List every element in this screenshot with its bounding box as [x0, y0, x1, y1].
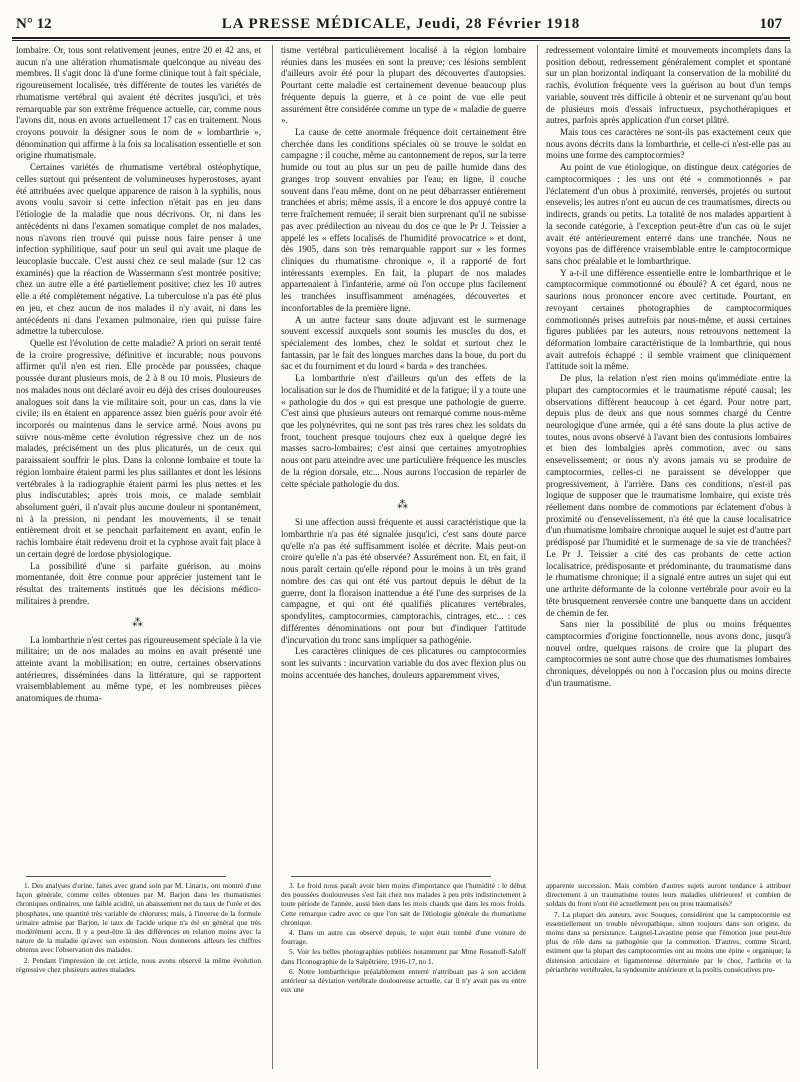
paragraph: Mais tous ces caractères ne sont-ils pas exactement ceux que nous avons décrits dans la lombarthrie, et celle-ci n'est-elle pas au moins une forme des camptocormies? [546, 127, 791, 161]
paragraph: Certaines variétés de rhumatisme vertébral ostéophytique, celles surtout qui présentent de volumineuses hyperostoses, ayant été attribuées avec quelque apparence de raison à la syphilis, nous avons voulu savoir si cette infection n'était pas en jeu dans l'étiologie de la maladie que nous décrivons. Or, ni dans les antécédents ni dans l'examen somatique complet de nos malades, nous n'avons rien trouvé qui puisse nous faire penser à une infection syphilitique, sauf pour un seul qui avait une plaque de leucoplasie buccale. C'est aussi chez ce seul malade (sur 12 cas examinés) que la réaction de Wassermann s'est montrée positive; chez un autre elle a été partiellement positive; chez les 10 autres elle a été complètement négative. La tuberculose n'a pas été plus en jeu, et chez aucun de nos malades il n'y avait, ni dans les antécédents ni dans l'examen pulmonaire, rien qui puisse faire admettre la tuberculose. [16, 162, 261, 337]
page-number: 107 [759, 16, 782, 32]
footnote: apparente succession. Mais combien d'autres sujets auront tendance à attribuer directement à un traumatisme toutes leurs maladies ultérieures! et combien de soldats du front n'ont été actuellement peu ou prou traumatisés? [546, 881, 791, 909]
section-separator-stars: ⁂ [132, 616, 145, 629]
footnotes-column-1 [16, 881, 261, 975]
paragraph: tisme vertébral particulièrement localisé à la région lombaire réunies dans les musées en sont la preuve; ces lésions semblent d'ailleurs avoir été pour la plupart des découvertes d'autopsies. Pourtant cette maladie est certainement devenue beaucoup plus fréquente depuis la guerre, et à ce point de vue elle peut assurément être considérée comme un type de « maladie de guerre ». [281, 45, 526, 126]
paragraph: La lombarthrie n'est d'ailleurs qu'un des effets de la localisation sur le dos de l'humidité et de la fatigue; il y a toute une « pathologie du dos » qui est presque une pathologie de guerre. C'est ainsi que plusieurs auteurs ont remarqué comme nous-même que les polynévrites, qui ne sont pas très rares chez les soldats du front, touchent presque toujours chez eux à quelque degré les masses sacro-lombaires; c'est ainsi que certaines amyotrophies nous ont paru atteindre avec une particulière fréquence les muscles de la région dorsale, etc... Nous aurons l'occasion de reparler de cette spéciale pathologie du dos. [281, 373, 526, 489]
section-separator-stars: ⁂ [397, 499, 410, 512]
paragraph: La lombarthrie n'est certes pas rigoureusement spéciale à la vie militaire; un de nos malades au moins en avait présenté une atteinte avant la mobilisation; en outre, certaines observations antérieures, disséminées dans la littérature, qui se rapportent vraisemblablement au même type, et les nombreuses pièces anatomiques de rhuma- [16, 634, 261, 704]
footnote: 4. Dans un autre cas observé depuis, le sujet était tombé d'une voiture de fourrage. [281, 928, 526, 947]
column-2 [281, 45, 526, 681]
footnote: 3. Le froid nous paraît avoir bien moins d'importance que l'humidité : le début des poussées douloureuses s'est fait chez nos malades à peu près indistinctement à toute période de l'année, aussi bien dans les mois chauds que dans les mois froids. Cette remarque cadre avec ce que l'on sait de l'étiologie générale du rhumatisme chronique. [281, 881, 526, 927]
paragraph: De plus, la relation n'est rien moins qu'immédiate entre la plupart des camptocormies et le traumatisme réputé causal; les observations diffèrent beaucoup à cet égard. Pour notre part, depuis plus de deux ans que nous sommes chargé du Centre neurologique d'une armée, qui a été sans doute la plus active de toutes, nous avons observé à l'avant bien des contusions lombaires et bien des lombalgies après commotion, avec ou sans ensevelissement; or nous n'y avons jamais vu se produire de camptocormies, celles-ci ne paraissent se développer que progressivement, à l'arrière. Dans ces conditions, n'est-il pas logique de supposer que le traumatisme lombaire, qui existe très réellement dans nombre de commotions par éclatement d'obus à proximité ou d'ensevelissement, n'a été que la cause localisatrice d'un rhumatisme lombaire chronique auquel le sujet est d'autre part prédisposé par l'humidité et le surmenage de sa vie de tranchées? Le Pr J. Teissier a cité des cas probants de cette action localisatrice, prédisposante et prédominante, du traumatisme dans le rhumatisme chronique; il a signalé entre autres un sujet qui eut une arthrite déformante de la colonne vertébrale pour avoir eu la tête brusquement renversée contre une banquette dans un accident de chemin de fer. [546, 373, 791, 618]
journal-title: LA PRESSE MÉDICALE, Jeudi, 28 Février 1918 [221, 16, 581, 32]
paragraph: redressement volontaire limité et mouvements incomplets dans la position debout, redressement généralement complet et spontané sur un plan horizontal indiquant la conservation de la mobilité du rachis, évolution fréquente vers la guérison au bout d'un temps variable, souvent très difficile à obtenir et ne survenant qu'au bout de plusieurs mois d'essais infructueux, psychothérapiques et autres, parfois après application d'un corset plâtré. [546, 45, 791, 126]
footnote: 2. Pendant l'impression de cet article, nous avons observé la même évolution régressive chez plusieurs autres malades. [16, 955, 261, 974]
column-divider [272, 45, 273, 1069]
page-header [12, 14, 790, 36]
header-rule [12, 37, 790, 39]
paragraph: A un autre facteur sans doute adjuvant est le surmenage souvent excessif auxquels sont soumis les muscles du dos, et spécialement des lombes, chez le soldat et surtout chez le fantassin, par le fait des longues marches dans la boue, du port du sac et du fourniment et du lourd « barda » des tranchées. [281, 314, 526, 372]
footnote: 5. Voir les belles photographies publiées notamment par Mme Rosanoff-Saloff dans l'Iconographie de la Salpêtrière, 1916-17, no 1. [281, 947, 526, 966]
footnotes-column-2 [281, 881, 526, 995]
paragraph: lombaire. Or, tous sont relativement jeunes, entre 20 et 42 ans, et aucun n'a une altération rhumatismale quelconque au niveau des membres. Il s'agit donc là d'une forme clinique tout à fait spéciale, rigoureusement localisée, très différente de toutes les variétés de rhumatisme vertébral qui avaient été décrites jusqu'ici, et très remarquable par son extrême fréquence actuelle, car, comme nous l'avons dit, nous en avons actuellement 17 cas en traitement. Nous croyons pouvoir la désigner sous le nom de « lombarthrie », dénomination qui affirme à la fois sa localisation essentielle et son origine rhumatismale. [16, 45, 261, 161]
header-rule-thin [12, 40, 790, 41]
paragraph: La possibilité d'une si parfaite guérison, au moins momentanée, doit être connue pour apprécier justement tant le résultat des traitements institués que les décisions médico-militaires à prendre. [16, 560, 261, 606]
column-3 [546, 45, 791, 690]
footnote: 6. Notre lombarthrique préalablement enterré n'attribuait pas à son accident antérieur sa déviation vertébrale douloureuse actuelle, car il n'y avait pas eu entre eux une [281, 966, 526, 995]
footnote-rule [26, 876, 226, 877]
footnotes-column-3 [546, 881, 791, 975]
paragraph: Sans nier la possibilité de plus ou moins fréquentes camptocormies d'origine fonctionnelle, nous avons donc, jusqu'à nouvel ordre, quelques raisons de croire que la plupart des camptocormies ne sont autre chose que des rhumatismes lombaires chroniques, développés ou non à l'occasion plus ou moins directe d'un traumatisme. [546, 619, 791, 688]
issue-number: N° 12 [16, 16, 52, 32]
column-1 [16, 45, 261, 705]
paragraph: Au point de vue étiologique, on distingue deux catégories de camptocormiques : les uns ont été « commotionnés » par l'éclatement d'un obus à proximité, renversés, projetés ou surtout ensevelis; les autres n'ont eu aucun de ces traumatismes, directs ou indirects, grands ou petits. La totalité de nos malades appartient à la seconde catégorie, à l'exception peut-être d'un cas où le sujet avait été antérieurement enterré dans une tranchée. Nous ne voyons pas de différence vraisemblable entre le camptocormique sans choc préalable et le lombarthrique. [546, 162, 791, 266]
footnote-rule [291, 876, 491, 877]
paragraph: Les caractères cliniques de ces plicatures ou camptocormies sont les suivants : incurvation variable du dos avec flexion plus ou moins accentuée des hanches, douleurs apparemment vives, [281, 646, 526, 680]
footnote: 7. La plupart des auteurs, avec Souques, considèrent que la camptocormie est essentiellement un trouble névropathique, sinon toujours dans son origine, du moins dans sa persistance. Laignel-Lavastine pense que l'émotion joue peut-être plus de rôle dans sa pathogénie que la commotion. D'autres, comme Sicard, estiment que la plupart des camptocormies ont au moins une épine « organique; la distension articulaire et ligamenteuse déterminée par le choc, l'arthrite et la périarthrite vertébrales, la syndesmite antérieure et la psoïtis consécutives pro- [546, 909, 791, 974]
paragraph: Y a-t-il une différence essentielle entre le lombarthrique et le camptocormique commotionné ou éboulé? A cet égard, nous ne saurions nous prononcer encore avec certitude. Pourtant, en revoyant certaines photographies de camptocormiques commotionnés prises autrefois par nous-même, et aussi certaines figures publiées par les auteurs, nous retrouvons nettement la déformation lombaire caractéristique de la lombarthrie, qui nous avait autrefois échappé : il semble vraiment que cliniquement l'attitude soit la même. [546, 267, 791, 372]
paragraph: La cause de cette anormale fréquence doit certainement être cherchée dans les conditions spéciales où se trouve le soldat en campagne : il couche, même au cantonnement de repos, sur la terre humide ou tout au plus sur un peu de paille humide dans des granges trop souvent envahies par l'eau; en ligne, il couche souvent dans l'eau même, dont on ne peut débarrasser entièrement tranchées et abris; même assis, il a encore le dos appuyé contre la terre fraîchement remuée; il serait bien surprenant qu'il ne subisse pas avec prédilection au niveau du dos ce que le Pr J. Teissier a appelé les « effets localisés de l'humidité provocatrice » et dont, dès 1905, dans son très remarquable rapport sur « les formes cliniques du rhumatisme chronique », il a rapporté de fort intéressants exemples. En fait, la plupart de nos malades appartenaient à l'infanterie, arme où l'on occupe plus facilement les tranchées insuffisamment aménagées, découvertes et inconfortables de la première ligne. [281, 127, 527, 313]
paragraph: Si une affection aussi fréquente et aussi caractéristique que la lombarthrie n'a pas été signalée jusqu'ici, c'est sans doute parce qu'elle n'a pas été suffisamment isolée et décrite. Mais peut-on croire qu'elle n'a pas été observée? Assurément non. Et, en fait, il nous paraît certain qu'elle répond pour le moins à un très grand nombre des cas qui ont été vus partout depuis le début de la guerre, dont la floraison inattendue a été l'une des surprises de la campagne, et qui ont été qualifiés plicatures vertébrales, spondylites, camptocormies, camptorachis, cintrages, etc... : ces différentes dénominations ont pour but d'indiquer l'attitude d'incurvation du tronc sans impliquer sa pathogénie. [281, 517, 526, 645]
paragraph: Quelle est l'évolution de cette maladie? A priori on serait tenté de la croire progressive, définitive et incurable; nous pouvons affirmer qu'il n'en est rien. Elle procède par poussées, chaque poussée durant plusieurs mois, de 2 à 8 ou 10 mois. Plusieurs de nos malades nous ont déclaré avoir eu déjà des crises douloureuses analogues soit dans la vie militaire soit, pour un cas, dans la vie civile; ils en étaient en apparence assez bien guéris pour avoir été incorporés ou maintenus dans le service armé. Nous avons pu suivre nous-même cette évolution régressive chez un de nos malades, précisément un des plus plicaturés, un de ceux qui paraissaient souffrir le plus. Dans la colonne lombaire et toute la région lombaire étaient parmi les plus saillantes et dont les lésions vertébrales à la radiographie étaient parmi les plus nettes et les plus indiscutables; après trois mois, ce malade semblait absolument guéri, il n'avait plus aucune douleur ni spontanément, ni à la pression, ni pendant les mouvements, il se tenait entièrement droit et se penchait parfaitement en avant, enfin le rachis lombaire était redevenu droit et la cyphose avait fait place à un certain degré de lordose physiologique. [16, 337, 261, 559]
footnote: 1. Des analyses d'urine, faites avec grand soin par M. Linarix, ont montré d'une façon générale, comme celles obtenues par M. Barjon dans les rhumatismes chroniques ordinaires, une faible acidité, un abaissement net du taux de l'urée et des phosphates, une quantité très variable de chlorures; mais, à l'inverse de la formule urinaire admise par Barjon, le taux de l'acide urique n'a été en général que très modérément accru. Il y a peut-être là des différences en relation moins avec la nature de la maladie qu'avec son extension. Nous donnerons ailleurs les chiffres obtenus avec l'observation des malades. [16, 881, 261, 955]
column-divider [537, 45, 538, 1069]
